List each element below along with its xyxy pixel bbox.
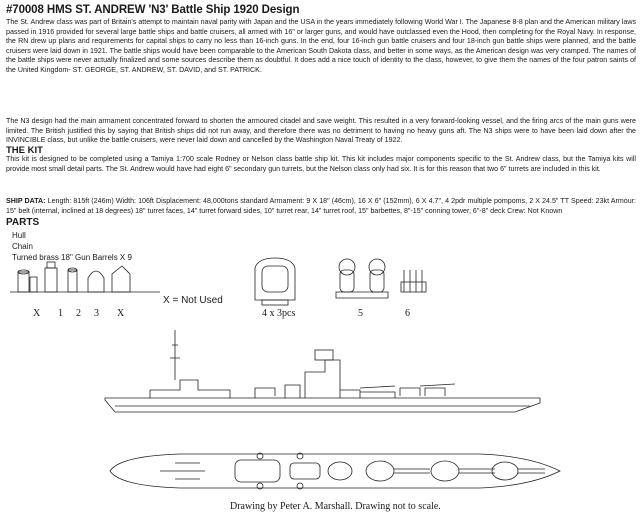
part-label-6: 6 [405, 308, 410, 319]
kit-heading: THE KIT [6, 145, 43, 156]
part-item-chain: Chain [12, 242, 33, 251]
part-label-3: 3 [94, 308, 99, 319]
page-title: #70008 HMS ST. ANDREW 'N3' Battle Ship 1920 Design [6, 4, 300, 16]
ship-data-text: Length: 815ft (246m) Width: 106ft Displacement: 48,000tons standard Armament: 9 X 18" (46cm), 16 X 6" (152mm), 6 X 4.7", 4 2pdr multiple pompoms, 2 X 24.5" TT Speed: 23kt Armour: 15" belt (internal, inclined at 18 degrees) 18" turret faces, 14" turret forward sides, 10" turret rear, 14" turret roof, 15" barbettes, 8"-15" conning tower, 6"-8" deck Crew: Not Known [6, 197, 636, 215]
part-label-1: 1 [58, 308, 63, 319]
part-item-hull: Hull [12, 231, 26, 240]
part-item-gun-barrels: Turned brass 18" Gun Barrels X 9 [12, 253, 132, 262]
intro-paragraph-1: The St. Andrew class was part of Britain's attempt to maintain naval parity with Japan and the USA in the years immediately following World War I. The Japanese 8-8 plan and the American military laws passed in 1916 provided for several large battle ships and battle cruisers, all armed with 16" or larger guns, and would have outclassed even the Hood, then completing for the Royal Navy. In response, the RN drew up plans and requirements for capital ships to carry no less than 16-inch guns. In the end, four 16-inch gun battle cruisers and four 18-inch gun battle ships were planned, and the battle cruisers were laid down in 1921. The battle ships would have been comparable to the American South Dakota class, and better in some ways, as the American design was very cramped. The names of the battle ships were never actually finalized and some sources describe them as doubtful. It does add a nice touch of identity to the class, however, to give them the names of the four patron saints of the United Kingdom- ST. GEORGE, ST. ANDREW, ST. DAVID, and ST. PATRICK. [6, 18, 636, 74]
ship-data-label: SHIP DATA: [6, 197, 46, 205]
part-label-x-right: X [117, 308, 125, 319]
part-label-4: 4 x 3pcs [262, 308, 296, 319]
drawing-credit: Drawing by Peter A. Marshall. Drawing not to scale. [230, 501, 441, 512]
part-label-2: 2 [76, 308, 81, 319]
parts-heading: PARTS [6, 217, 40, 228]
not-used-legend: X = Not Used [163, 295, 223, 306]
intro-paragraph-2: The N3 design had the main armament concentrated forward to shorten the armoured citadel and save weight. This resulted in a very forward-looking vessel, and the firing arcs of the main guns were limited. The British justified this by saying that British ships did not run away, and therefore there was no detriment to having no heavy guns aft. The N3 ships were to have been laid down after the INVINCIBLE class, but unlike the battle cruisers, were never laid down and cancelled by the Washington Naval Treaty of 1922. [6, 117, 636, 145]
kit-paragraph: This kit is designed to be completed using a Tamiya 1:700 scale Rodney or Nelson class battle ship kit. This kit includes major components specific to the St. Andrew class, but the Tamiya kits will provide most small detail parts. The St. Andrew would have had eight 6" secondary gun turrets, but the Nelson class only had six. It is for this reason that two 6" turrets are included in this kit. [6, 155, 636, 173]
part-label-x-left: X [33, 308, 41, 319]
part-label-5: 5 [358, 308, 363, 319]
